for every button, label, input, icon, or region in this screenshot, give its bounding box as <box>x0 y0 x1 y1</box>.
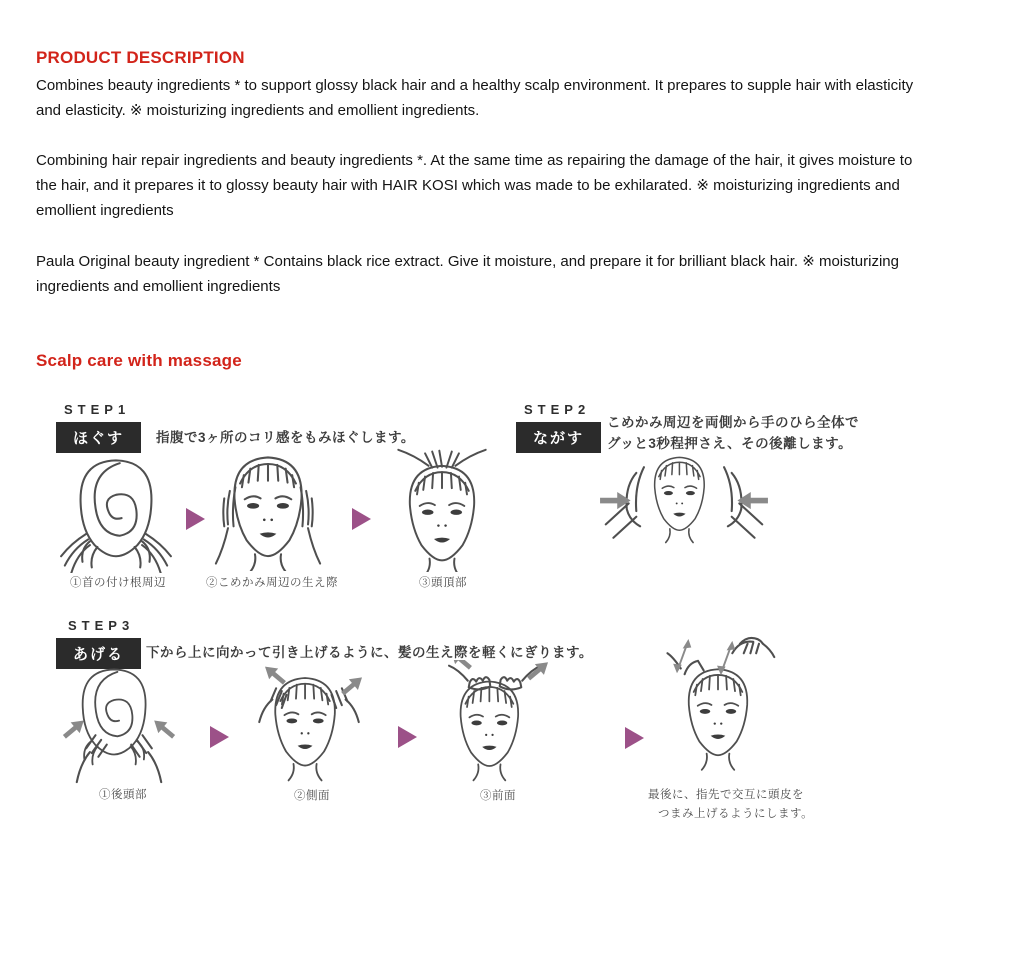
lift-arrow-icon <box>524 660 552 684</box>
step1-illustration-neck-massage <box>60 452 172 573</box>
lift-arrow-icon <box>150 715 178 742</box>
step3-illustration-side-lift <box>248 662 370 784</box>
product-description-heading: PRODUCT DESCRIPTION <box>36 48 245 67</box>
step3-label: STEP3 <box>68 618 135 633</box>
product-paragraph-3: Paula Original beauty ingredient * Contains black rice extract. Give it moisture, and prepare it for brilliant black hair. ※ moisturizing ingredients and emollient ingredients <box>36 253 899 295</box>
step2-illustration-palms-press <box>598 450 770 574</box>
step3-caption-1: ①後頭部 <box>99 789 147 801</box>
step1-illustration-temple-massage <box>212 450 324 571</box>
step3-caption-2: ②側面 <box>294 790 330 802</box>
step1-instruction: 指腹で3ヶ所のコリ感をもみほぐします。 <box>156 430 415 445</box>
step1-caption-1: ①首の付け根周辺 <box>70 577 166 589</box>
step3-caption-3: ③前面 <box>480 790 516 802</box>
step1-tag: ほぐす <box>56 422 141 453</box>
step3-tag: あげる <box>56 638 141 669</box>
step-arrow-icon <box>398 726 417 748</box>
lift-arrow-icon <box>338 672 366 699</box>
step2-instruction-line2: グッと3秒程押さえ、その後離します。 <box>607 436 853 451</box>
step-arrow-icon <box>186 508 205 530</box>
step3-illustration-front-lift <box>434 660 556 784</box>
step1-label: STEP1 <box>64 402 131 417</box>
step3-illustration-pinch-scalp <box>656 636 780 784</box>
step2-instruction-line1: こめかみ周辺を両側から手のひら全体で <box>607 415 859 430</box>
step3-final-note <box>648 786 858 824</box>
step-arrow-icon <box>625 727 644 749</box>
step1-caption-3: ③頭頂部 <box>419 577 467 589</box>
step-arrow-icon <box>352 508 371 530</box>
step3-instruction: 下から上に向かって引き上げるように、髪の生え際を軽くにぎります。 <box>146 645 593 660</box>
step3-illustration-back-head-lift <box>58 662 180 784</box>
step3-final-note-line2: つまみ上げるようにします。 <box>658 808 814 820</box>
step3-final-note-line1: 最後に、指先で交互に頭皮を <box>648 789 804 801</box>
massage-section-heading: Scalp care with massage <box>36 351 242 370</box>
step1-caption-2: ②こめかみ周辺の生え際 <box>206 577 338 589</box>
step2-instruction <box>607 412 859 454</box>
step1-illustration-crown-massage <box>384 448 500 572</box>
product-paragraph-2: Combining hair repair ingredients and beauty ingredients *. At the same time as repairing the damage of the hair, it gives moisture to the hair, and it prepares it to glossy beauty hair with HAIR KOSI which was made to be exhilarated. ※ moisturizing ingredients and emollient ingredients <box>36 152 913 219</box>
step2-tag: ながす <box>516 422 601 453</box>
step-arrow-icon <box>210 726 229 748</box>
step2-label: STEP2 <box>524 402 591 417</box>
product-paragraph-1: Combines beauty ingredients * to support glossy black hair and a healthy scalp environment. It prepares to supple hair with elasticity and elasticity. ※ moisturizing ingredients and emollient ingredients. <box>36 77 914 119</box>
